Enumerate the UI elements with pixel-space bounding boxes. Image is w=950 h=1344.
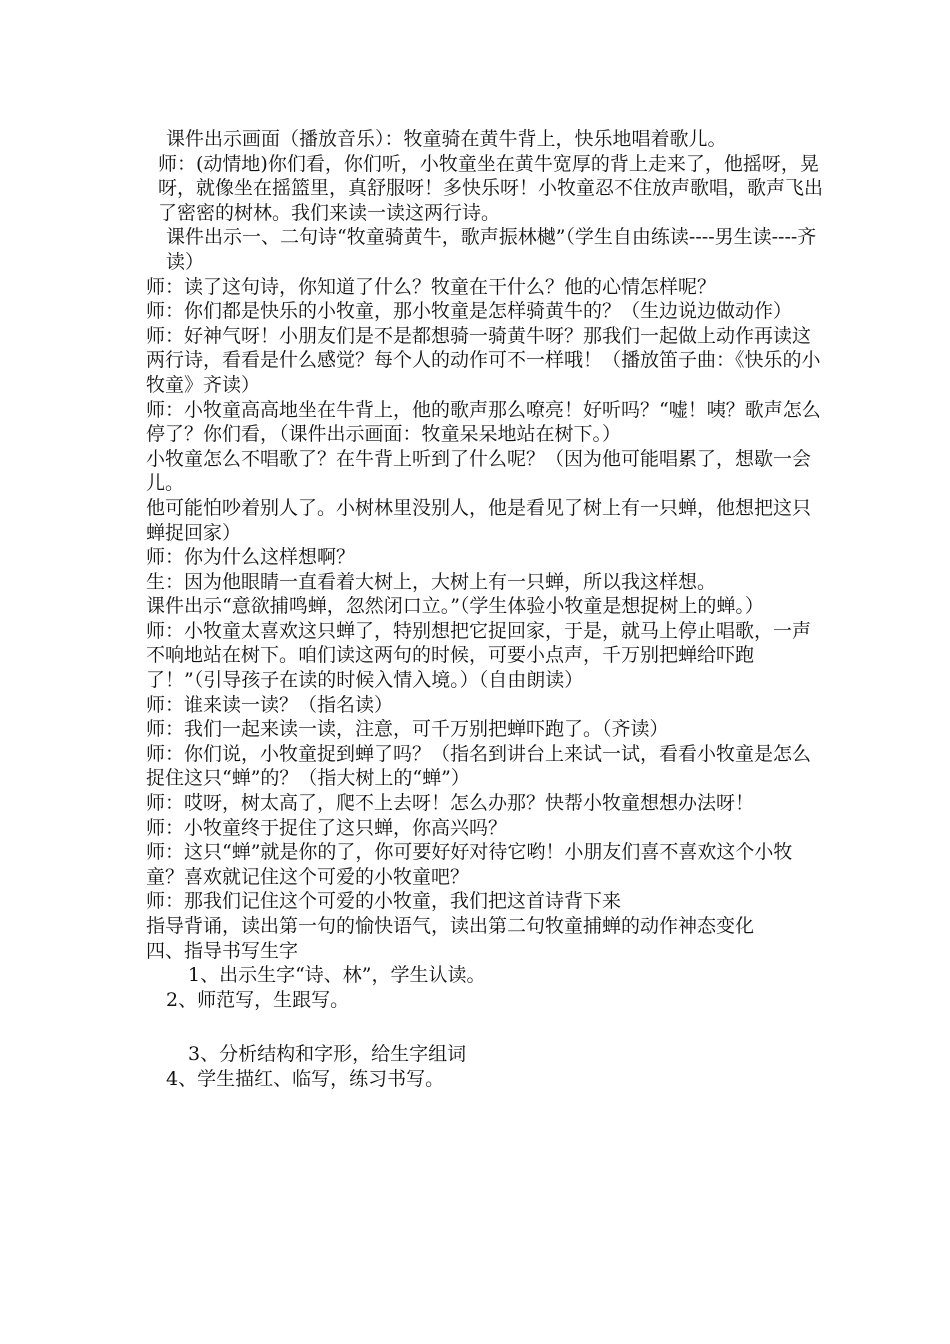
paragraph: 师：哎呀，树太高了，爬不上去呀！怎么办那？快帮小牧童想想办法呀！ xyxy=(146,792,755,815)
paragraph: 师：小牧童太喜欢这只蝉了，特别想把它捉回家，于是，就马上停止唱歌，一声不响地站在树下。咱们读这两句的时候，可要小点声，千万别把蝉给吓跑了！”（引导孩子在读的时候入情入境。）（自由朗读） xyxy=(146,619,812,692)
paragraph: 师：那我们记住这个可爱的小牧童，我们把这首诗背下来 xyxy=(146,890,622,913)
paragraph: 小牧童怎么不唱歌了？在牛背上听到了什么呢？（因为他可能唱累了，想歇一会儿。 xyxy=(146,447,812,495)
paragraph: 师：我们一起来读一读，注意，可千万别把蝉吓跑了。（齐读） xyxy=(146,718,669,741)
paragraph: 他可能怕吵着别人了。小树林里没别人，他是看见了树上有一只蝉，他想把这只蝉捉回家） xyxy=(146,496,812,544)
paragraph: 课件出示一、二句诗“牧童骑黄牛，歌声振林樾”（学生自由练读----男生读----齐读） xyxy=(166,226,817,273)
paragraph: 生：因为他眼睛一直看着大树上，大树上有一只蝉，所以我这样想。 xyxy=(146,570,717,593)
paragraph: 师：读了这句诗，你知道了什么？牧童在干什么？他的心情怎样呢？ xyxy=(146,275,717,298)
paragraph: 师：好神气呀！小朋友们是不是都想骑一骑黄牛呀？那我们一起做上动作再读这两行诗，看看是什么感觉？每个人的动作可不一样哦！（播放笛子曲：《快乐的小牧童》齐读） xyxy=(146,324,821,396)
paragraph: 师：你们说，小牧童捉到蝉了吗？（指名到讲台上来试一试，看看小牧童是怎么捉住这只“蝉”的？（指大树上的“蝉”） xyxy=(146,742,812,790)
paragraph: 师：小牧童终于捉住了这只蝉，你高兴吗？ xyxy=(146,816,508,839)
blank-line xyxy=(146,1012,826,1042)
paragraph: 指导背诵，读出第一句的愉快语气，读出第二句牧童捕蝉的动作神态变化 xyxy=(146,915,755,937)
section-heading: 四、指导书写生字 xyxy=(146,939,299,962)
paragraph: 师：(动情地)你们看，你们听，小牧童坐在黄牛宽厚的背上走来了，他摇呀，晃呀，就像坐在摇篮里，真舒服呀！多快乐呀！小牧童忍不住放声歌唱，歌声飞出了密密的树林。我们来读一读这两行诗。 xyxy=(158,152,824,224)
paragraph: 师：你为什么这样想啊？ xyxy=(146,546,356,569)
paragraph: 师：谁来读一读？（指名读） xyxy=(146,693,394,716)
paragraph: 师：你们都是快乐的小牧童，那小牧童是怎样骑黄牛的？（生边说边做动作） xyxy=(146,300,793,323)
list-item: 4、学生描红、临写，练习书写。 xyxy=(166,1067,445,1090)
list-item: 1、出示生字“诗、林”，学生认读。 xyxy=(188,964,486,987)
paragraph: 课件出示“意欲捕鸣蝉，忽然闭口立。”（学生体验小牧童是想捉树上的蝉。） xyxy=(146,595,764,618)
paragraph: 师：小牧童高高地坐在牛背上，他的歌声那么嘹亮！好听吗？“嘘！咦？歌声怎么停了？你们看，（课件出示画面：牧童呆呆地站在树下。） xyxy=(146,398,821,446)
paragraph: 课件出示画面（播放音乐）：牧童骑在黄牛背上，快乐地唱着歌儿。 xyxy=(166,128,727,150)
list-item: 3、分析结构和字形，给生字组词 xyxy=(188,1043,467,1066)
list-item: 2、师范写，生跟写。 xyxy=(166,988,350,1011)
document-body xyxy=(146,127,826,1092)
paragraph: 师：这只“蝉”就是你的了，你可要好好对待它哟！小朋友们喜不喜欢这个小牧童？喜欢就记住这个可爱的小牧童吧？ xyxy=(146,841,793,888)
